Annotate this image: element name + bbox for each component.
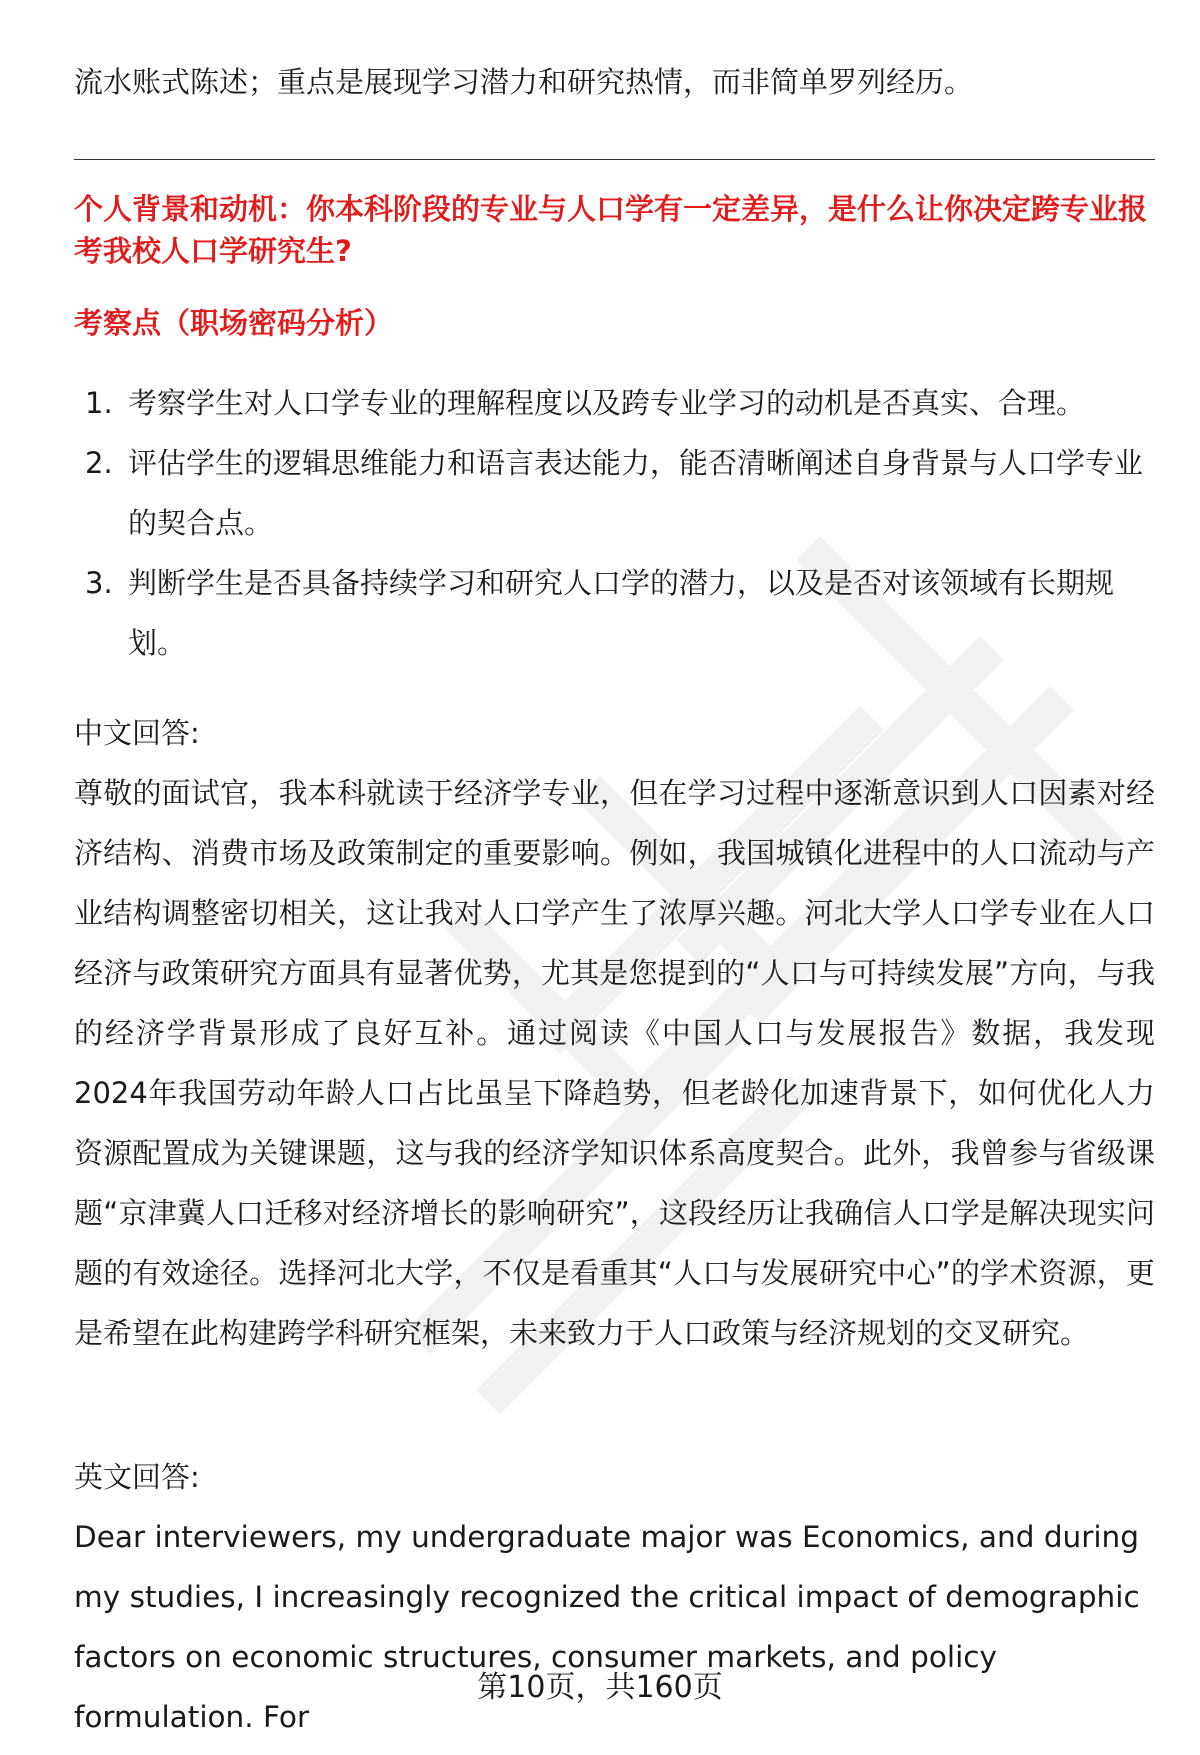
question-heading: 个人背景和动机：你本科阶段的专业与人口学有一定差异，是什么让你决定跨专业报考我校人口学研究生?	[74, 192, 1148, 268]
chinese-answer-label: 中文回答:	[74, 716, 200, 750]
list-item	[74, 553, 1155, 673]
list-text: 评估学生的逻辑思维能力和语言表达能力，能否清晰阐述自身背景与人口学专业的契合点。	[128, 446, 1144, 540]
english-answer-label: 英文回答:	[74, 1460, 200, 1494]
english-answer-text: Dear interviewers, my undergraduate major was Economics, and during my studies, I increasingly recognized the critical impact of demographic factors on economic structures, consumer markets, and policy formulation. For	[74, 1520, 1140, 1734]
divider	[74, 159, 1155, 160]
list-number: 3.	[85, 566, 113, 600]
list-number: 1.	[85, 386, 113, 420]
list-number: 2.	[85, 446, 113, 480]
chinese-answer-text: 尊敬的面试官，我本科就读于经济学专业，但在学习过程中逐渐意识到人口因素对经济结构、消费市场及政策制定的重要影响。例如，我国城镇化进程中的人口流动与产业结构调整密切相关，这让我对人口学产生了浓厚兴趣。河北大学人口学专业在人口经济与政策研究方面具有显著优势，尤其是您提到的“人口与可持续发展”方向，与我的经济学背景形成了良好互补。通过阅读《中国人口与发展报告》数据，我发现2024年我国劳动年龄人口占比虽呈下降趋势，但老龄化加速背景下，如何优化人力资源配置成为关键课题，这与我的经济学知识体系高度契合。此外，我曾参与省级课题“京津冀人口迁移对经济增长的影响研究”，这段经历让我确信人口学是解决现实问题的有效途径。选择河北大学，不仅是看重其“人口与发展研究中心”的学术资源，更是希望在此构建跨学科研究框架，未来致力于人口政策与经济规划的交叉研究。	[74, 776, 1155, 1350]
list-item	[74, 373, 1155, 433]
list-text: 判断学生是否具备持续学习和研究人口学的潜力，以及是否对该领域有长期规划。	[128, 566, 1115, 660]
section-title: 考察点（职场密码分析）	[74, 306, 394, 340]
assessment-points-list	[74, 373, 1155, 673]
list-text: 考察学生对人口学专业的理解程度以及跨专业学习的动机是否真实、合理。	[128, 386, 1086, 420]
intro-line: 流水账式陈述；重点是展现学习潜力和研究热情，而非简单罗列经历。	[74, 65, 974, 99]
page-number-footer: 第10页，共160页	[477, 1670, 723, 1705]
list-item	[74, 433, 1155, 553]
